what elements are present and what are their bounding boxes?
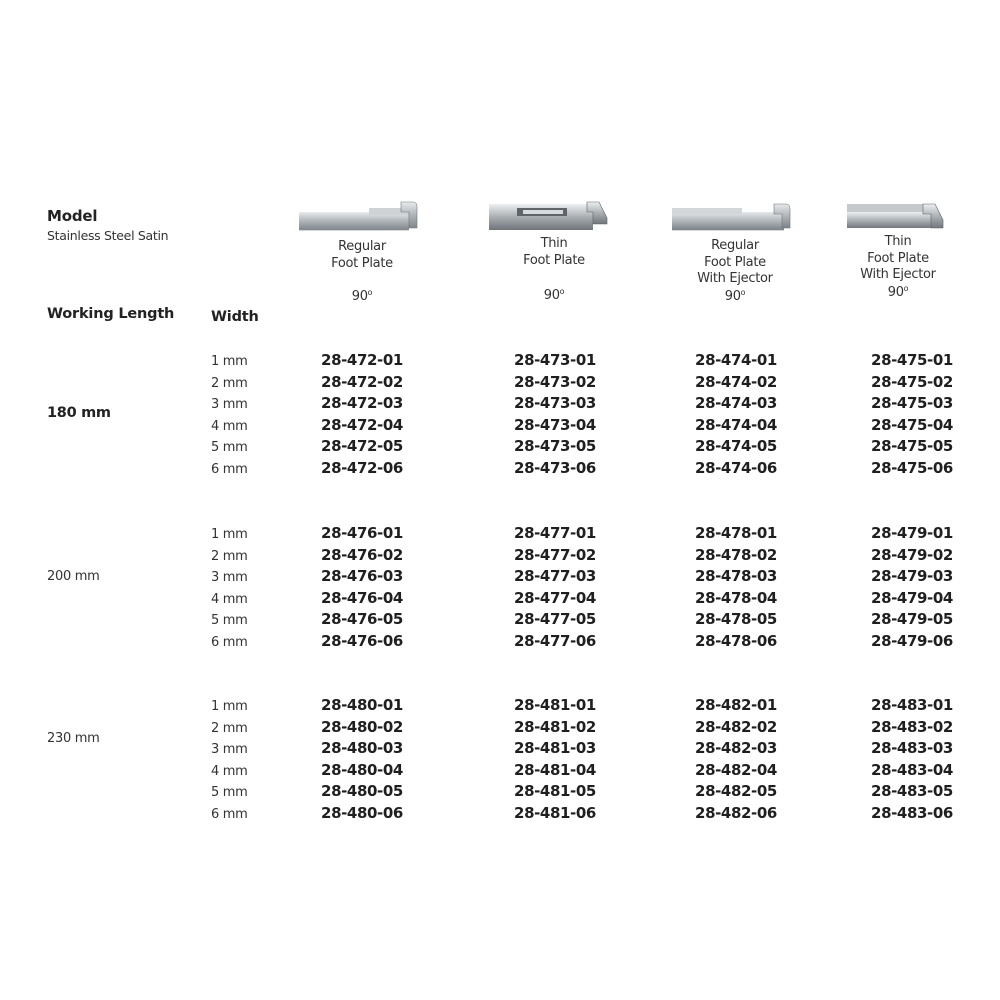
article-number: 28-479-04 xyxy=(871,588,953,607)
product-desc-line: Foot Plate xyxy=(704,254,766,270)
article-number: 28-482-06 xyxy=(695,804,777,822)
regular-foot-plate-ejector-tip-icon xyxy=(670,200,800,234)
article-number: 28-474-05 xyxy=(695,437,777,456)
article-number: 28-481-05 xyxy=(514,782,596,801)
product-desc-line: Thin xyxy=(540,236,568,251)
width-value: 4 mm xyxy=(211,591,248,607)
article-number: 28-474-02 xyxy=(695,372,777,391)
article-number: 28-480-02 xyxy=(321,717,403,736)
article-number: 28-483-04 xyxy=(871,760,953,779)
width-value: 4 mm xyxy=(211,418,248,434)
article-number: 28-475-04 xyxy=(871,415,953,434)
article-number: 28-475-02 xyxy=(871,372,953,391)
article-number: 28-477-06 xyxy=(514,632,596,650)
working-length-value: 180 mm xyxy=(47,405,111,421)
article-number: 28-483-05 xyxy=(871,782,953,801)
article-number: 28-478-01 xyxy=(695,524,777,542)
article-number: 28-479-03 xyxy=(871,567,953,586)
article-number: 28-473-04 xyxy=(514,415,596,434)
article-number: 28-473-03 xyxy=(514,394,596,413)
article-number: 28-474-01 xyxy=(695,351,777,369)
width-label: Width xyxy=(211,309,259,325)
width-value: 1 mm xyxy=(211,699,248,714)
width-value: 5 mm xyxy=(211,785,248,801)
article-number: 28-483-01 xyxy=(871,696,953,714)
article-number: 28-475-06 xyxy=(871,459,953,477)
article-number: 28-472-06 xyxy=(321,459,403,477)
article-number: 28-477-05 xyxy=(514,610,596,629)
article-number: 28-474-03 xyxy=(695,394,777,413)
article-number: 28-473-01 xyxy=(514,351,596,369)
width-value: 6 mm xyxy=(211,807,248,822)
article-number: 28-479-02 xyxy=(871,545,953,564)
article-number: 28-478-02 xyxy=(695,545,777,564)
article-number: 28-476-01 xyxy=(321,524,403,542)
product-desc-line: Regular xyxy=(338,239,386,254)
width-value: 3 mm xyxy=(211,397,248,413)
product-column-2 xyxy=(454,196,654,303)
article-number: 28-476-02 xyxy=(321,545,403,564)
working-length-value: 230 mm xyxy=(47,731,100,746)
article-number: 28-474-04 xyxy=(695,415,777,434)
article-number: 28-477-01 xyxy=(514,524,596,542)
article-number: 28-478-04 xyxy=(695,588,777,607)
product-desc-line: With Ejector xyxy=(860,267,936,282)
article-number: 28-480-04 xyxy=(321,760,403,779)
width-value: 2 mm xyxy=(211,720,248,736)
angle-label: 90$^o$ xyxy=(351,288,373,304)
width-value: 1 mm xyxy=(211,527,248,542)
article-number: 28-477-04 xyxy=(514,588,596,607)
article-number: 28-481-02 xyxy=(514,717,596,736)
article-number: 28-479-05 xyxy=(871,610,953,629)
article-number: 28-480-03 xyxy=(321,739,403,758)
width-value: 5 mm xyxy=(211,613,248,629)
working-length-label: Working Length xyxy=(47,306,175,322)
width-value: 3 mm xyxy=(211,570,248,586)
article-number: 28-476-03 xyxy=(321,567,403,586)
model-subtitle: Stainless Steel Satin xyxy=(47,228,169,243)
article-number: 28-475-03 xyxy=(871,394,953,413)
article-number: 28-476-05 xyxy=(321,610,403,629)
article-number: 28-481-04 xyxy=(514,760,596,779)
article-number: 28-475-05 xyxy=(871,437,953,456)
width-value: 5 mm xyxy=(211,440,248,456)
angle-label: 90$^o$ xyxy=(724,287,746,304)
product-desc-line: Regular xyxy=(711,238,759,253)
article-number: 28-475-01 xyxy=(871,351,953,369)
article-number: 28-472-02 xyxy=(321,372,403,391)
model-title: Model xyxy=(47,207,98,225)
product-column-1 xyxy=(262,198,462,304)
article-number: 28-482-01 xyxy=(695,696,777,714)
article-number: 28-483-06 xyxy=(871,804,953,822)
article-number: 28-473-05 xyxy=(514,437,596,456)
working-length-value: 200 mm xyxy=(47,569,100,584)
product-desc-line: With Ejector xyxy=(697,271,773,286)
width-value: 4 mm xyxy=(211,763,248,779)
article-number: 28-478-06 xyxy=(695,632,777,650)
article-number: 28-473-02 xyxy=(514,372,596,391)
article-number: 28-481-01 xyxy=(514,696,596,714)
angle-label: 90$^o$ xyxy=(543,287,565,303)
article-number: 28-476-04 xyxy=(321,588,403,607)
width-value: 3 mm xyxy=(211,742,248,758)
product-desc-line: Thin xyxy=(884,234,912,249)
article-number: 28-481-06 xyxy=(514,804,596,822)
article-number: 28-472-03 xyxy=(321,394,403,413)
article-number: 28-478-03 xyxy=(695,567,777,586)
article-number: 28-479-01 xyxy=(871,524,953,542)
article-number: 28-481-03 xyxy=(514,739,596,758)
article-number: 28-482-02 xyxy=(695,717,777,736)
article-number: 28-472-05 xyxy=(321,437,403,456)
article-number: 28-482-03 xyxy=(695,739,777,758)
product-desc-line: Foot Plate xyxy=(523,252,585,268)
thin-foot-plate-tip-icon xyxy=(489,196,619,234)
width-value: 2 mm xyxy=(211,375,248,391)
width-value: 2 mm xyxy=(211,548,248,564)
article-number: 28-483-02 xyxy=(871,717,953,736)
article-number: 28-483-03 xyxy=(871,739,953,758)
article-number: 28-482-05 xyxy=(695,782,777,801)
article-number: 28-474-06 xyxy=(695,459,777,477)
article-number: 28-476-06 xyxy=(321,632,403,650)
article-number: 28-473-06 xyxy=(514,459,596,477)
article-number: 28-477-02 xyxy=(514,545,596,564)
product-column-4 xyxy=(798,198,998,300)
article-number: 28-472-01 xyxy=(321,351,403,369)
product-desc-line: Foot Plate xyxy=(331,255,393,271)
article-number: 28-480-05 xyxy=(321,782,403,801)
article-number: 28-480-06 xyxy=(321,804,403,822)
product-desc-line: Foot Plate xyxy=(867,250,929,266)
regular-foot-plate-tip-icon xyxy=(297,198,427,234)
angle-label: 90$^o$ xyxy=(887,283,909,300)
article-number: 28-477-03 xyxy=(514,567,596,586)
article-number: 28-472-04 xyxy=(321,415,403,434)
article-number: 28-479-06 xyxy=(871,632,953,650)
thin-foot-plate-ejector-tip-icon xyxy=(843,198,953,234)
width-value: 6 mm xyxy=(211,462,248,477)
article-number: 28-478-05 xyxy=(695,610,777,629)
width-value: 1 mm xyxy=(211,354,248,369)
article-number: 28-480-01 xyxy=(321,696,403,714)
width-value: 6 mm xyxy=(211,635,248,650)
article-number: 28-482-04 xyxy=(695,760,777,779)
